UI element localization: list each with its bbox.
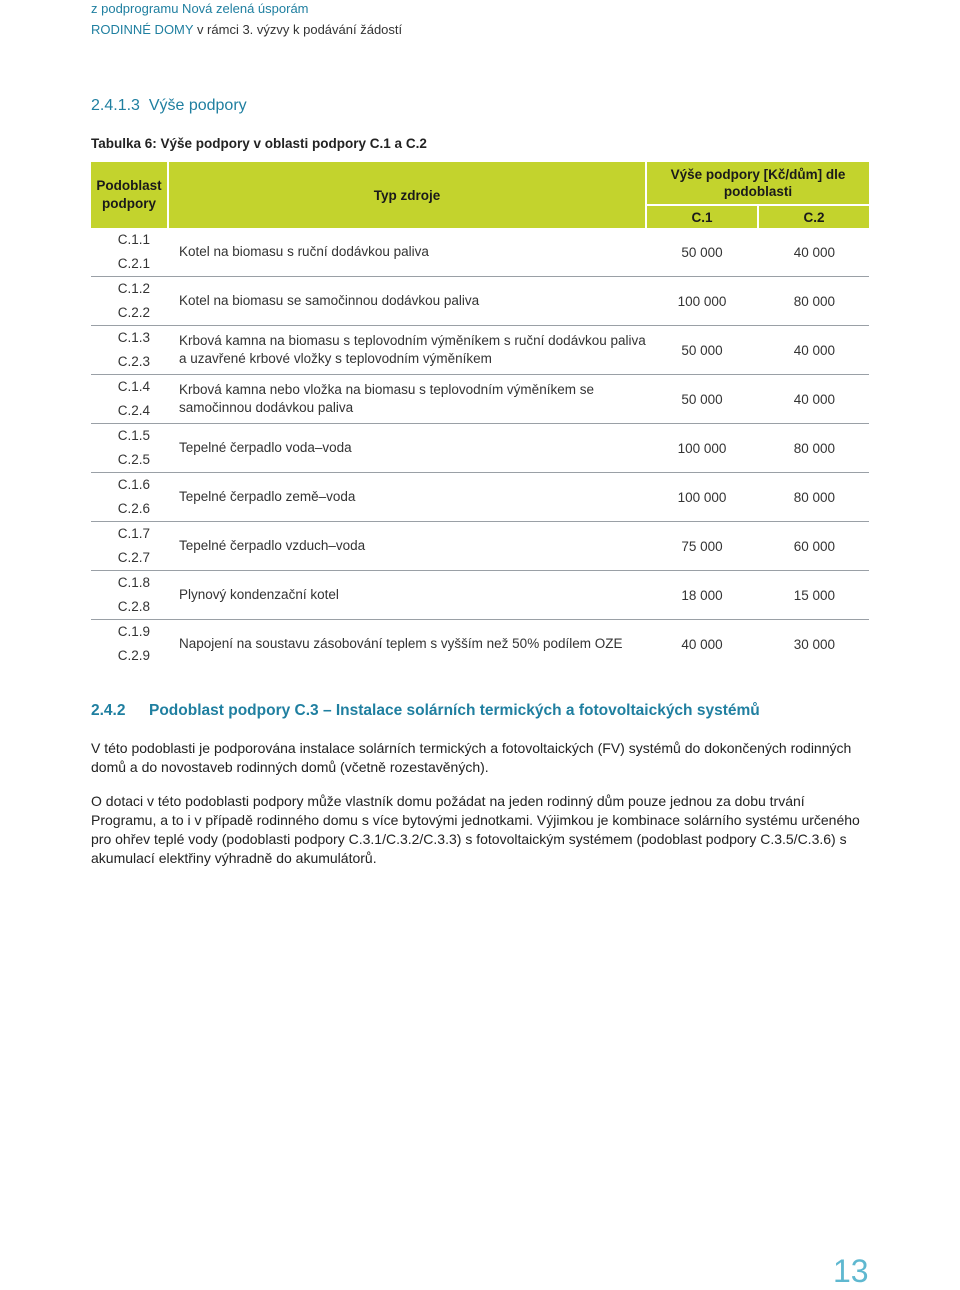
program-subtitle-rest: v rámci 3. výzvy k podávání žádostí	[193, 22, 403, 37]
header-c2: C.2	[758, 205, 869, 228]
table-row	[91, 375, 869, 424]
table-caption: Tabulka 6: Výše podpory v oblasti podpory C.1 a C.2	[91, 136, 427, 151]
code-c2: C.2.5	[117, 452, 150, 467]
program-subtitle	[91, 22, 402, 37]
header-source-type: Typ zdroje	[168, 162, 646, 228]
subsection-heading	[91, 702, 760, 720]
code-c1: C.1.2	[117, 281, 150, 296]
row-description: Tepelné čerpadlo země–voda	[168, 473, 646, 522]
row-value-c1: 18 000	[646, 571, 758, 620]
table-row	[91, 326, 869, 375]
code-c2: C.2.1	[117, 256, 150, 271]
row-value-c2: 30 000	[793, 636, 835, 652]
header-subarea: Podoblast podpory	[91, 162, 168, 228]
program-subtitle-accent: RODINNÉ DOMY	[91, 22, 194, 37]
table-row	[91, 424, 869, 473]
program-name: z podprogramu Nová zelená úsporám	[91, 1, 309, 16]
row-value-c2: 40 000	[758, 228, 869, 277]
section-title: 2.4.1.3 Výše podpory	[91, 97, 247, 114]
header-c1: C.1	[646, 205, 758, 228]
table-row	[91, 277, 869, 326]
subsection-number: 2.4.2	[91, 702, 126, 719]
code-c1: C.1.6	[117, 477, 150, 492]
row-codes	[91, 571, 168, 620]
row-value-c2: 40 000	[758, 375, 869, 424]
code-c2: C.2.6	[117, 501, 150, 516]
paragraph-intro: V této podoblasti je podporována instalace solárních termických a fotovoltaických (FV) systémů do dokončených rodinných domů a do novostaveb rodinných domů (včetně rozestavěných).	[91, 740, 852, 775]
page-number: 13	[833, 1253, 869, 1289]
row-description: Krbová kamna na biomasu s teplovodním výměníkem s ruční dodávkou paliva a uzavřené krbové vložky s teplovodním výměníkem	[168, 326, 646, 375]
code-c1: C.1.8	[117, 575, 150, 590]
code-c2: C.2.3	[117, 354, 150, 369]
row-codes	[91, 473, 168, 522]
code-c2: C.2.4	[117, 403, 150, 418]
paragraph-conditions: O dotaci v této podoblasti podpory může vlastník domu požádat na jeden rodinný dům pouze jednou za dobu trvání Programu, a to i v případě rodinného domu s více bytovými jednotkami. Výjimkou je kombinace solárního systému určeného pro ohřev teplé vody (podoblasti podpory C.3.1/C.3.2/C.3.3) s fotovoltaickým systémem (podoblast podpory C.3.5/C.3.6) s akumulací elektřiny výhradně do akumulátorů.	[91, 793, 860, 866]
row-value-c1: 100 000	[646, 473, 758, 522]
subsection-title: Podoblast podpory C.3 – Instalace solárních termických a fotovoltaických systémů	[149, 702, 760, 719]
row-description: Kotel na biomasu s ruční dodávkou paliva	[168, 228, 646, 277]
row-value-c1: 75 000	[646, 522, 758, 571]
table-row	[91, 473, 869, 522]
table-row	[91, 571, 869, 620]
table-row	[91, 228, 869, 277]
code-c1: C.1.1	[117, 232, 150, 247]
code-c2: C.2.9	[117, 648, 150, 663]
row-description: Krbová kamna nebo vložka na biomasu s teplovodním výměníkem se samočinnou dodávkou paliva	[168, 375, 646, 424]
table-row	[91, 620, 869, 669]
row-codes	[91, 424, 168, 473]
code-c2: C.2.7	[117, 550, 150, 565]
row-description: Plynový kondenzační kotel	[168, 571, 646, 620]
row-value-c2: 80 000	[758, 277, 869, 326]
row-codes	[91, 375, 168, 424]
row-codes	[91, 326, 168, 375]
support-table	[91, 162, 869, 668]
row-description: Tepelné čerpadlo voda–voda	[168, 424, 646, 473]
table-row	[91, 522, 869, 571]
row-value-c1: 100 000	[646, 277, 758, 326]
row-codes	[91, 620, 168, 669]
code-c2: C.2.2	[117, 305, 150, 320]
code-c1: C.1.9	[117, 624, 150, 639]
row-value-c1: 50 000	[646, 326, 758, 375]
header-amount: Výše podpory [Kč/dům] dle podoblasti	[646, 162, 869, 205]
row-value-c2: 15 000	[758, 571, 869, 620]
row-codes	[91, 277, 168, 326]
row-description: Tepelné čerpadlo vzduch–voda	[168, 522, 646, 571]
code-c1: C.1.7	[117, 526, 150, 541]
code-c1: C.1.4	[117, 379, 150, 394]
row-value-c2: 40 000	[758, 326, 869, 375]
row-value-c2: 60 000	[758, 522, 869, 571]
row-codes	[91, 522, 168, 571]
row-description: Kotel na biomasu se samočinnou dodávkou paliva	[168, 277, 646, 326]
row-value-c1: 50 000	[646, 228, 758, 277]
row-codes	[91, 228, 168, 277]
code-c1: C.1.5	[117, 428, 150, 443]
row-description: Napojení na soustavu zásobování teplem s vyšším než 50% podílem OZE	[179, 636, 623, 651]
row-value-c1: 40 000	[681, 636, 723, 652]
code-c1: C.1.3	[117, 330, 150, 345]
row-value-c1: 100 000	[646, 424, 758, 473]
row-value-c1: 50 000	[646, 375, 758, 424]
code-c2: C.2.8	[117, 599, 150, 614]
row-value-c2: 80 000	[758, 424, 869, 473]
row-value-c2: 80 000	[758, 473, 869, 522]
